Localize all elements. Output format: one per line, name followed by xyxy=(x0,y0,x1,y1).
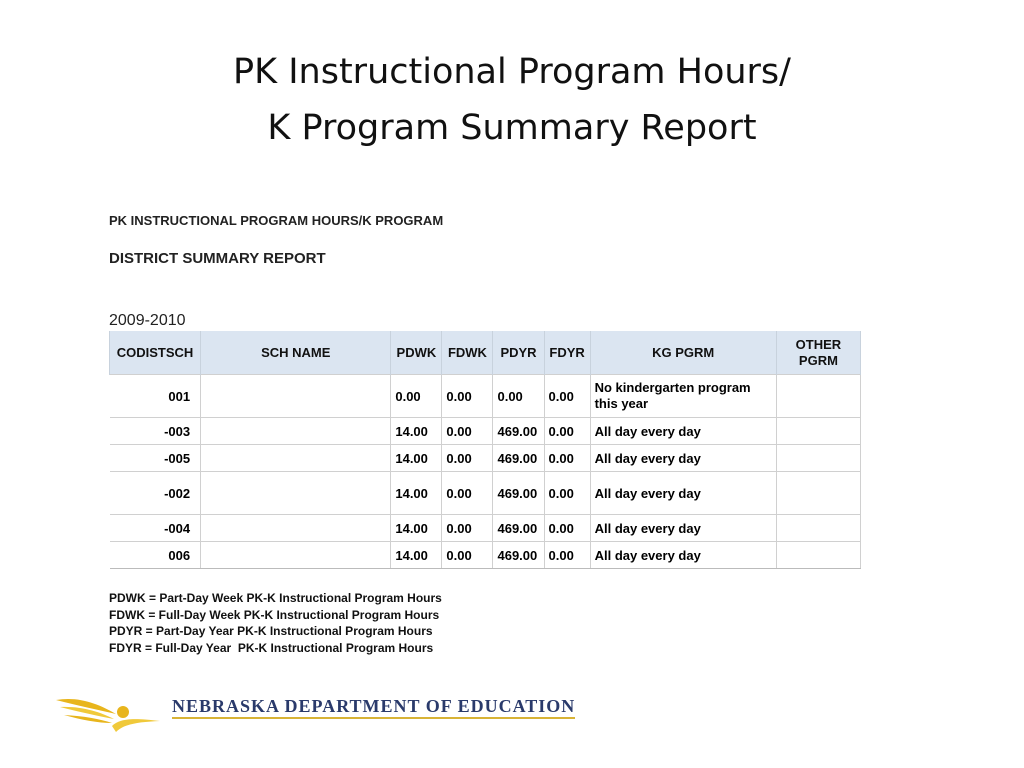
cell-fdwk: 0.00 xyxy=(442,375,493,418)
column-header xyxy=(776,331,860,375)
cell-pdyr: 469.00 xyxy=(493,418,544,445)
legend-line: FDWK = Full-Day Week PK-K Instructional Program Hours xyxy=(109,607,440,622)
column-header: PDWK xyxy=(391,331,442,375)
cell-fdwk: 0.00 xyxy=(442,472,493,515)
cell-other-pgrm xyxy=(776,418,860,445)
cell-other-pgrm xyxy=(776,375,860,418)
cell-fdyr: 0.00 xyxy=(544,472,590,515)
nde-logo-icon xyxy=(54,688,162,739)
table-header-row xyxy=(110,331,861,375)
legend-line: PDWK = Part-Day Week PK-K Instructional Program Hours xyxy=(109,591,442,605)
cell-fdwk: 0.00 xyxy=(442,542,493,569)
cell-sch-name xyxy=(201,445,391,472)
cell-codistsch: -003 xyxy=(110,418,201,445)
table-row xyxy=(110,472,861,515)
cell-pdyr: 469.00 xyxy=(493,542,544,569)
cell-sch-name xyxy=(201,418,391,445)
cell-kg-pgrm: All day every day xyxy=(590,542,776,569)
cell-sch-name xyxy=(201,375,391,418)
cell-pdwk: 14.00 xyxy=(391,472,442,515)
table-row xyxy=(110,375,861,418)
cell-fdwk: 0.00 xyxy=(442,418,493,445)
report-year: 2009-2010 xyxy=(109,312,186,329)
cell-kg-pgrm: No kindergarten program this year xyxy=(590,375,776,418)
cell-fdyr: 0.00 xyxy=(544,515,590,542)
cell-sch-name xyxy=(201,542,391,569)
cell-other-pgrm xyxy=(776,445,860,472)
column-header: KG PGRM xyxy=(590,331,776,375)
report-subtitle: DISTRICT SUMMARY REPORT xyxy=(109,250,326,267)
slide-title xyxy=(0,44,1024,156)
cell-pdwk: 14.00 xyxy=(391,445,442,472)
logo-underline xyxy=(172,717,575,719)
summary-table xyxy=(109,331,861,569)
cell-pdyr: 0.00 xyxy=(493,375,544,418)
report-title: PK INSTRUCTIONAL PROGRAM HOURS/K PROGRAM xyxy=(109,213,444,228)
column-header: FDWK xyxy=(442,331,493,375)
abbreviation-legend xyxy=(109,590,442,656)
cell-codistsch: -004 xyxy=(110,515,201,542)
legend-line: FDYR = Full-Day Year PK-K Instructional Program Hours xyxy=(109,640,434,655)
cell-pdyr: 469.00 xyxy=(493,472,544,515)
nde-logo-text: NEBRASKA DEPARTMENT OF EDUCATION xyxy=(172,696,576,716)
cell-pdwk: 14.00 xyxy=(391,542,442,569)
cell-kg-pgrm: All day every day xyxy=(590,515,776,542)
cell-other-pgrm xyxy=(776,515,860,542)
cell-pdwk: 0.00 xyxy=(391,375,442,418)
cell-pdyr: 469.00 xyxy=(493,515,544,542)
slide-title-line-1: PK Instructional Program Hours/ xyxy=(233,52,791,92)
cell-other-pgrm xyxy=(776,542,860,569)
column-header: PDYR xyxy=(493,331,544,375)
cell-other-pgrm xyxy=(776,472,860,515)
cell-fdwk: 0.00 xyxy=(442,515,493,542)
legend-line: PDYR = Part-Day Year PK-K Instructional Program Hours xyxy=(109,624,433,638)
cell-fdyr: 0.00 xyxy=(544,542,590,569)
cell-fdyr: 0.00 xyxy=(544,445,590,472)
cell-kg-pgrm: All day every day xyxy=(590,472,776,515)
cell-pdwk: 14.00 xyxy=(391,418,442,445)
cell-kg-pgrm: All day every day xyxy=(590,445,776,472)
column-header-label: OTHER PGRM xyxy=(795,336,842,368)
cell-sch-name xyxy=(201,515,391,542)
cell-codistsch: 006 xyxy=(110,542,201,569)
cell-pdwk: 14.00 xyxy=(391,515,442,542)
table-row xyxy=(110,445,861,472)
cell-codistsch: -002 xyxy=(110,472,201,515)
column-header: SCH NAME xyxy=(201,331,391,375)
cell-pdyr: 469.00 xyxy=(493,445,544,472)
cell-fdyr: 0.00 xyxy=(544,375,590,418)
column-header: FDYR xyxy=(544,331,590,375)
cell-codistsch: -005 xyxy=(110,445,201,472)
cell-kg-pgrm: All day every day xyxy=(590,418,776,445)
table-row xyxy=(110,542,861,569)
cell-codistsch: 001 xyxy=(110,375,201,418)
cell-fdwk: 0.00 xyxy=(442,445,493,472)
slide-title-line-2: K Program Summary Report xyxy=(267,108,757,148)
cell-sch-name xyxy=(201,472,391,515)
table-row xyxy=(110,418,861,445)
column-header: CODISTSCH xyxy=(110,331,201,375)
cell-fdyr: 0.00 xyxy=(544,418,590,445)
table-row xyxy=(110,515,861,542)
